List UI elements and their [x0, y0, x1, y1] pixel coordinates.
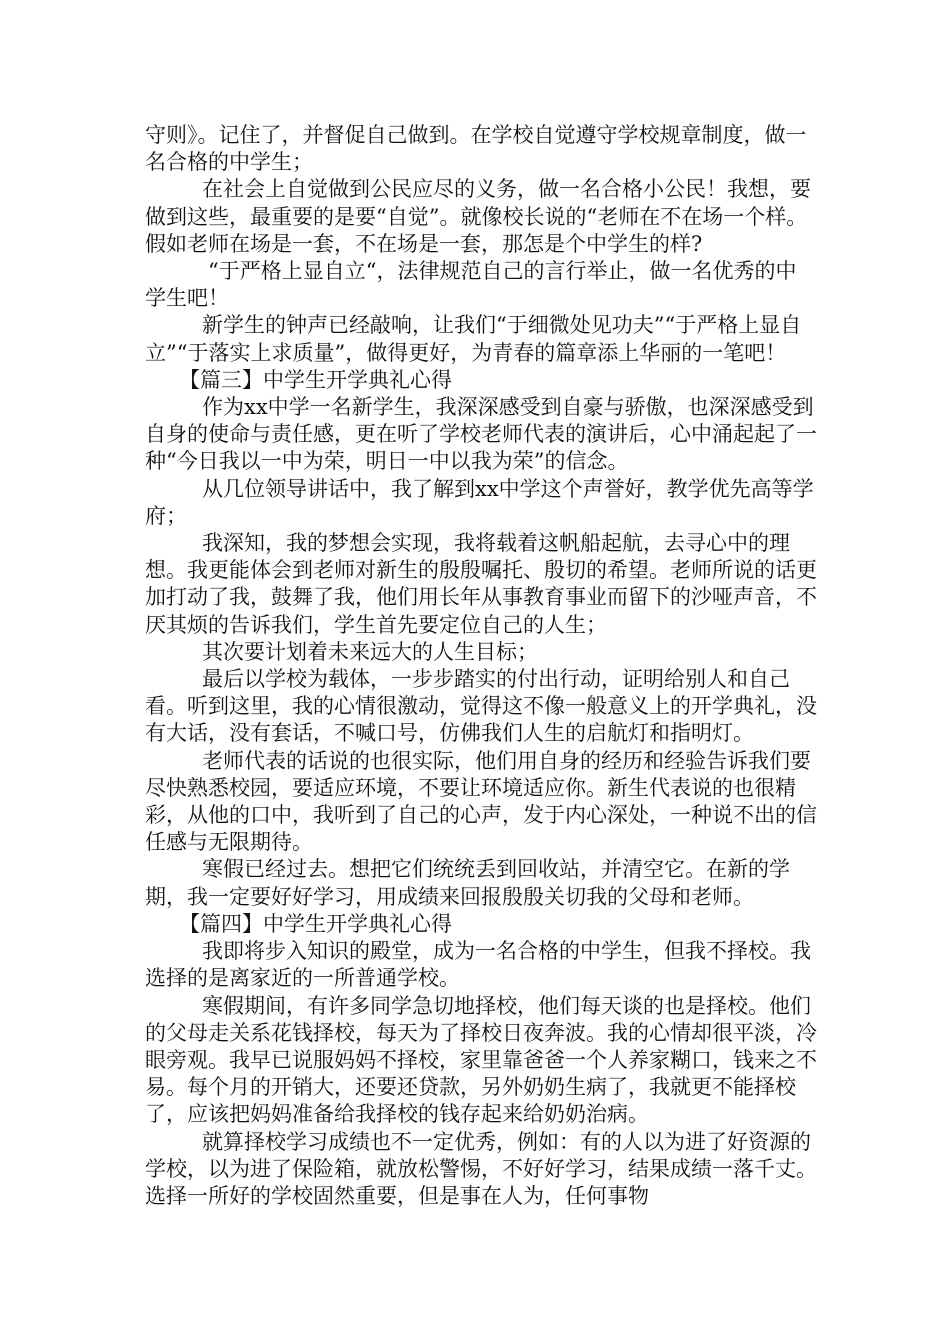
document-body	[145, 122, 817, 1210]
paragraph: 我即将步入知识的殿堂，成为一名合格的中学生，但我不择校。我选择的是离家近的一所普通学校。	[145, 939, 811, 991]
paragraph: 从几位领导讲话中，我了解到xx中学这个声誉好，教学优先高等学府；	[145, 476, 814, 528]
paragraph: 守则》。记住了，并督促自己做到。在学校自觉遵守学校规章制度，做一名合格的中学生；	[145, 123, 807, 175]
paragraph: 其次要计划着未来远大的人生目标；	[202, 639, 538, 664]
paragraph: 寒假已经过去。想把它们统统丢到回收站，并清空它。在新的学期，我一定要好好学习，用成绩来回报殷殷关切我的父母和老师。	[145, 857, 790, 909]
paragraph: 老师代表的话说的也很实际，他们用自身的经历和经验告诉我们要尽快熟悉校园，要适应环境，不要让环境适应你。新生代表说的也很精彩，从他的口中，我听到了自己的心声，发于内心深处，一种说不出的信任感与无限期待。	[145, 748, 817, 855]
paragraph: 寒假期间，有许多同学急切地择校，他们每天谈的也是择校。他们的父母走关系花钱择校，每天为了择校日夜奔波。我的心情却很平淡，冷眼旁观。我早已说服妈妈不择校，家里靠爸爸一个人养家糊口，钱来之不易。每个月的开销大，还要还贷款，另外奶奶生病了，我就更不能择校了，应该把妈妈准备给我择校的钱存起来给奶奶治病。	[145, 993, 817, 1127]
paragraph: 在社会上自觉做到公民应尽的义务，做一名合格小公民！我想，要做到这些，最重要的是要“自觉”。就像校长说的“老师在不在场一个样。假如老师在场是一套，不在场是一套，那怎是个中学生的样?	[145, 177, 811, 256]
paragraph: 我深知，我的梦想会实现，我将载着这帆船起航，去寻心中的理想。我更能体会到老师对新生的殷殷嘱托、殷切的希望。老师所说的话更加打动了我，鼓舞了我，他们用长年从事教育事业而留下的沙哑声音，不厌其烦的告诉我们，学生首先要定位自己的人生；	[145, 531, 817, 637]
section-heading: 【篇四】中学生开学典礼心得	[179, 911, 452, 936]
paragraph: 新学生的钟声已经敲响，让我们“于细微处见功夫”“于严格上显自立”“于落实上求质量”，做得更好，为青春的篇章添上华丽的一笔吧！	[145, 313, 802, 365]
paragraph: 作为xx中学一名新学生，我深深感受到自豪与骄傲，也深深感受到自身的使命与责任感，更在听了学校老师代表的演讲后，心中涌起起了一种“今日我以一中为荣，明日一中以我为荣”的信念。	[145, 395, 817, 474]
paragraph: “于严格上显自立“，法律规范自己的言行举止，做一名优秀的中学生吧！	[145, 259, 797, 311]
paragraph: 就算择校学习成绩也不一定优秀，例如：有的人以为进了好资源的学校，以为进了保险箱，就放松警惕，不好好学习，结果成绩一落千丈。选择一所好的学校固然重要，但是事在人为，任何事物	[145, 1129, 817, 1208]
paragraph: 最后以学校为载体，一步步踏实的付出行动，证明给别人和自己看。听到这里，我的心情很激动，觉得这不像一般意义上的开学典礼，没有大话，没有套话，不喊口号，仿佛我们人生的启航灯和指明灯。	[145, 667, 817, 746]
section-heading: 【篇三】中学生开学典礼心得	[179, 367, 452, 392]
